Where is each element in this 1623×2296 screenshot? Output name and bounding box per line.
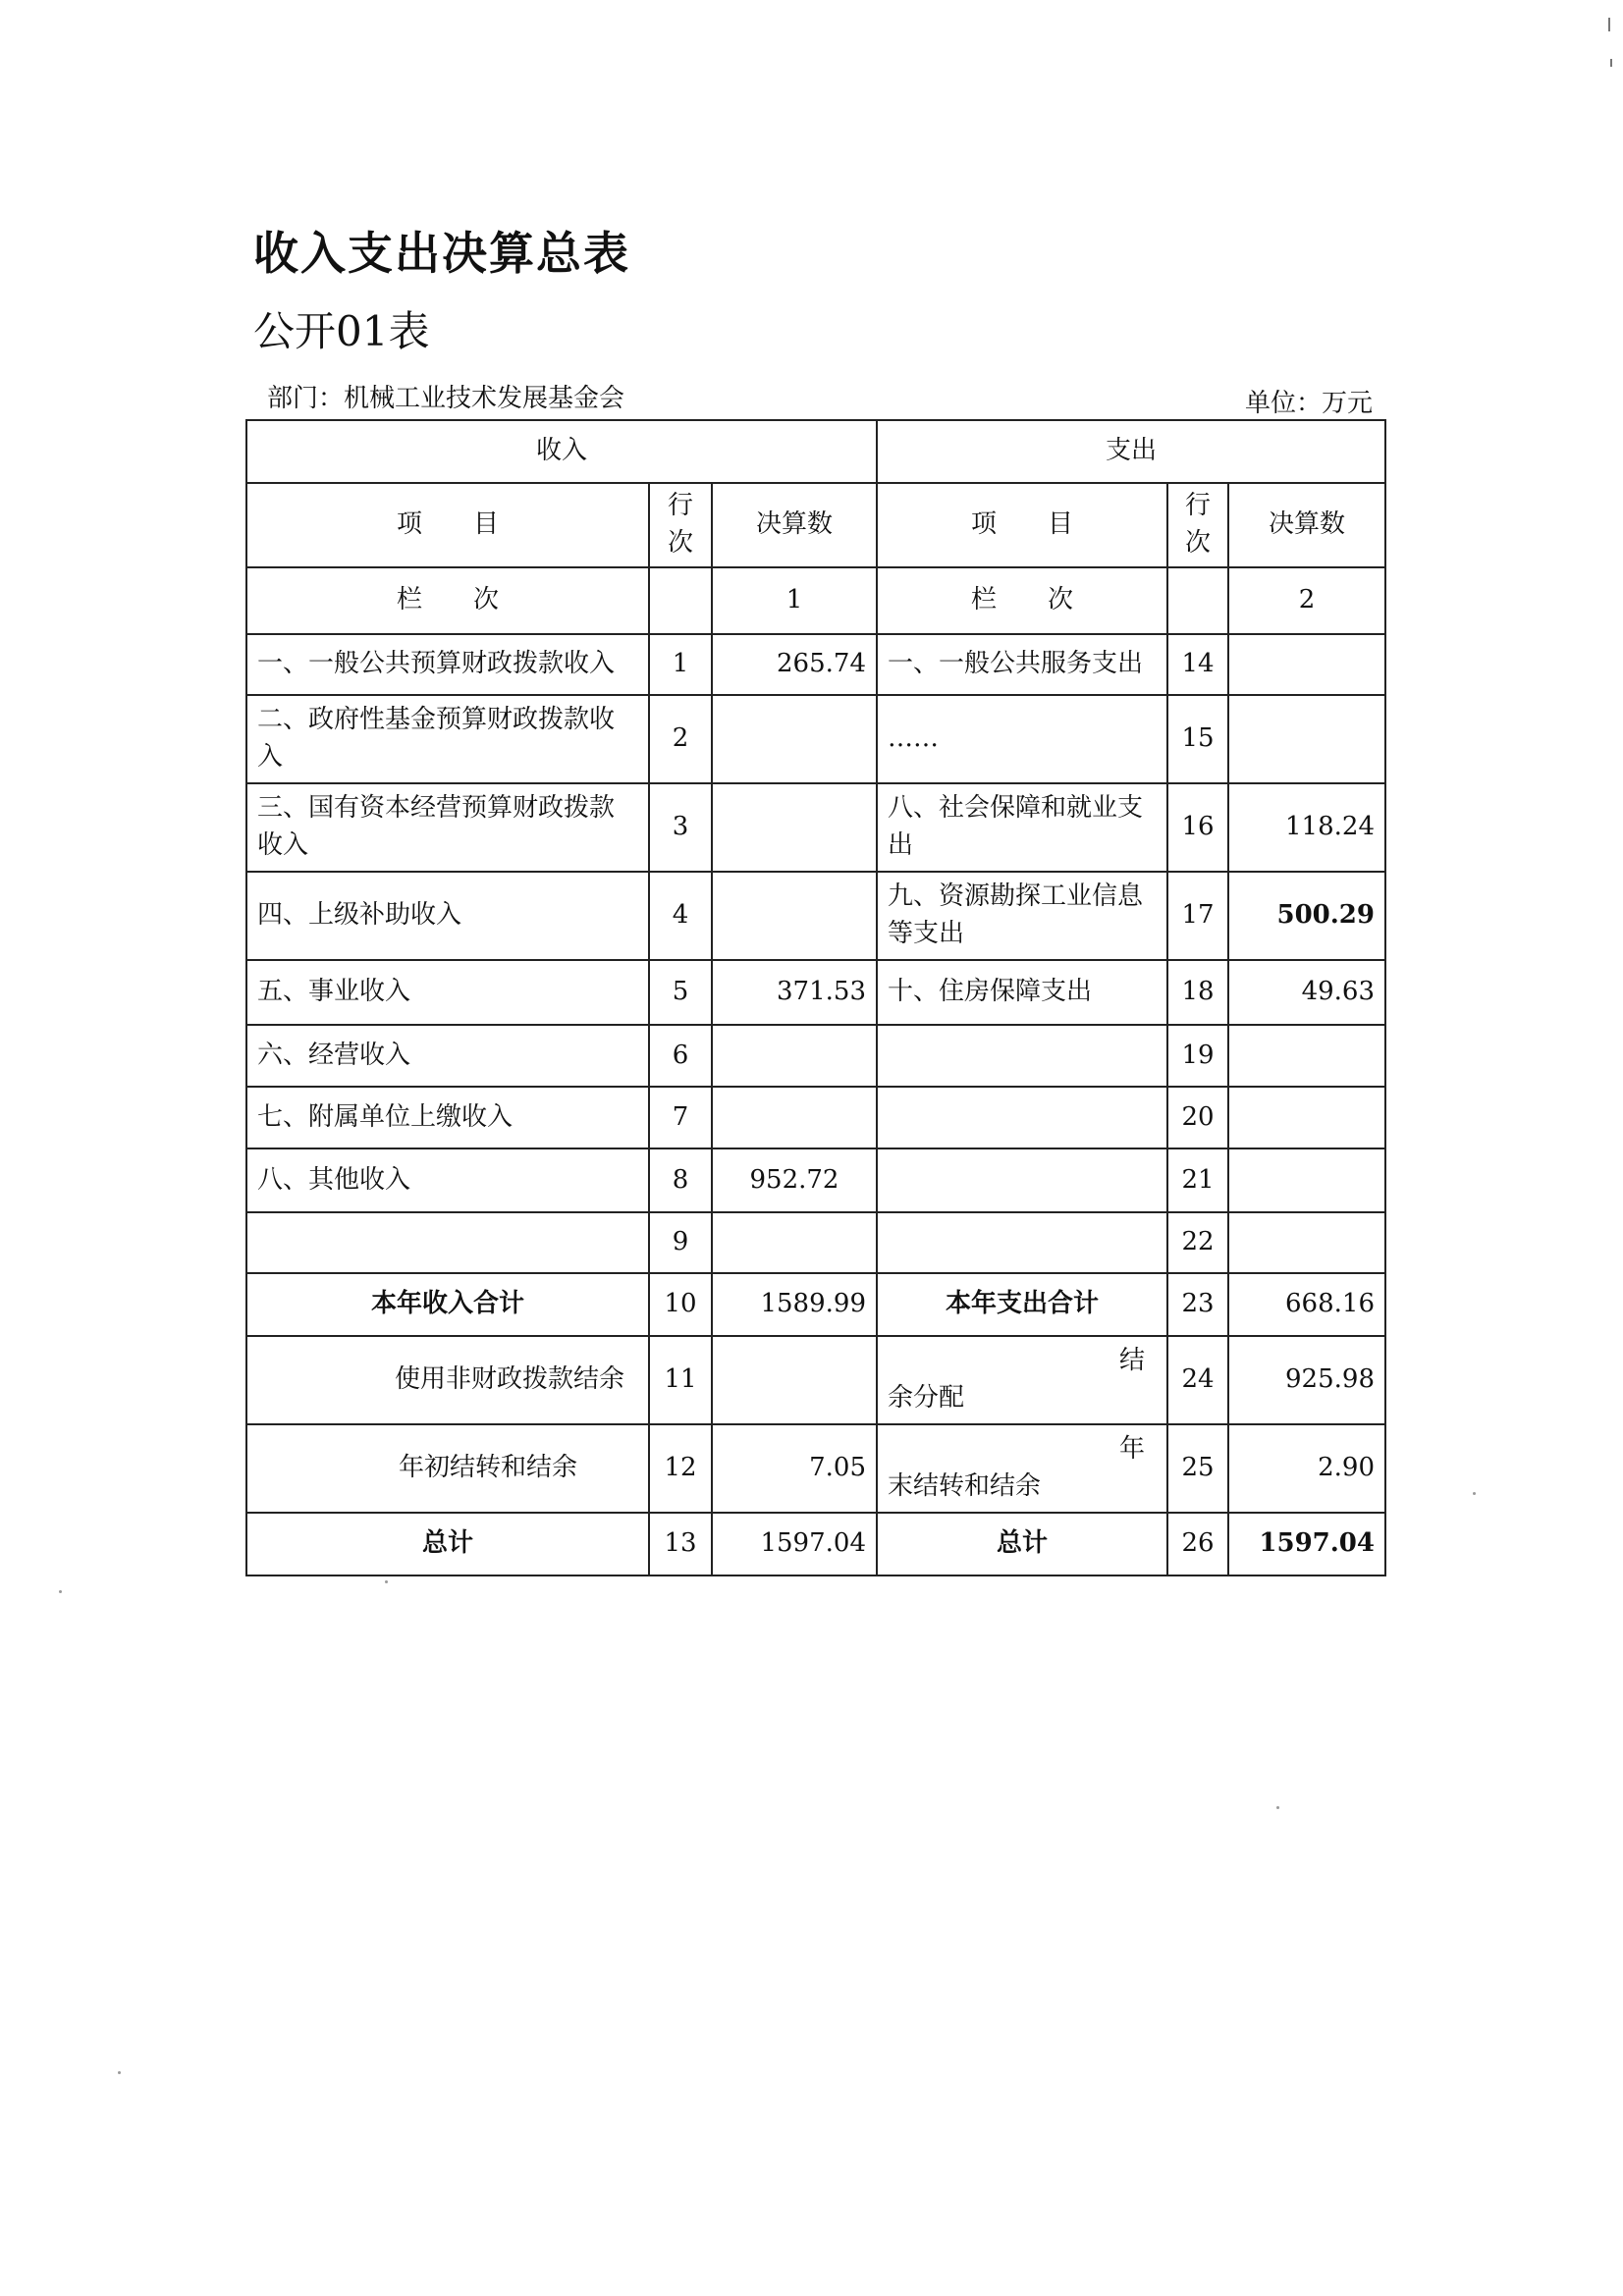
closing-balance-label-a: 年 (1118, 1434, 1145, 1465)
income-row-no: 6 (649, 1025, 712, 1087)
expense-item (877, 1025, 1167, 1087)
income-item: 七、附属单位上缴收入 (246, 1087, 649, 1148)
table-row (246, 960, 1385, 1025)
section-header-row (246, 420, 1385, 483)
table-row (246, 634, 1385, 695)
income-row-no: 9 (649, 1212, 712, 1273)
income-amount-header: 决算数 (712, 483, 877, 567)
income-year-total-label: 本年收入合计 (246, 1273, 649, 1336)
income-row-no: 8 (649, 1148, 712, 1212)
income-row-no: 12 (649, 1424, 712, 1513)
column-index-row (246, 567, 1385, 634)
income-amount (712, 1087, 877, 1148)
opening-balance-amount: 7.05 (712, 1424, 877, 1513)
expense-item: …… (877, 695, 1167, 783)
expense-year-total-amount: 668.16 (1228, 1273, 1385, 1336)
income-item: 五、事业收入 (246, 960, 649, 1025)
income-item: 二、政府性基金预算财政拨款收入 (246, 695, 649, 783)
expense-header: 支出 (877, 420, 1385, 483)
expense-amount: 118.24 (1228, 783, 1385, 872)
income-row-no: 11 (649, 1336, 712, 1424)
income-header: 收入 (246, 420, 877, 483)
income-item: 六、经营收入 (246, 1025, 649, 1087)
expense-item: 一、一般公共服务支出 (877, 634, 1167, 695)
income-row-no: 5 (649, 960, 712, 1025)
opening-balance-label: 年初结转和结余 (246, 1424, 649, 1513)
income-column-blank (649, 567, 712, 634)
expense-amount (1228, 1212, 1385, 1273)
income-item: 一、一般公共预算财政拨款收入 (246, 634, 649, 695)
expense-column-label: 栏 次 (877, 567, 1167, 634)
scan-speck (1473, 1492, 1476, 1495)
page-title: 收入支出决算总表 (253, 227, 630, 280)
income-amount (712, 1212, 877, 1273)
income-expense-table (245, 419, 1386, 1576)
income-amount (712, 872, 877, 960)
expense-item (877, 1148, 1167, 1212)
table-row (246, 872, 1385, 960)
income-row-no: 13 (649, 1513, 712, 1575)
expense-amount: 500.29 (1228, 872, 1385, 960)
income-item (246, 1212, 649, 1273)
income-year-total-amount: 1589.99 (712, 1273, 877, 1336)
scan-speck (385, 1580, 388, 1583)
income-column-number: 1 (712, 567, 877, 634)
expense-amount-header: 决算数 (1228, 483, 1385, 567)
income-amount (712, 783, 877, 872)
expense-item: 八、社会保障和就业支出 (877, 783, 1167, 872)
expense-row-no: 15 (1167, 695, 1228, 783)
table-row (246, 1212, 1385, 1273)
income-row-no: 1 (649, 634, 712, 695)
expense-item-header: 项 目 (877, 483, 1167, 567)
table-row (246, 1025, 1385, 1087)
table-row (246, 1148, 1385, 1212)
expense-amount (1228, 1025, 1385, 1087)
expense-amount (1228, 1148, 1385, 1212)
income-item: 四、上级补助收入 (246, 872, 649, 960)
expense-amount (1228, 695, 1385, 783)
scan-mark (1610, 59, 1612, 67)
table-row (246, 783, 1385, 872)
expense-row-no: 18 (1167, 960, 1228, 1025)
department-label: 部门：机械工业技术发展基金会 (267, 384, 625, 413)
table-row (246, 1087, 1385, 1148)
income-grand-total-label: 总计 (246, 1513, 649, 1575)
scan-speck (1276, 1806, 1279, 1809)
closing-balance-label-b: 末结转和结余 (888, 1471, 1042, 1501)
scan-speck (118, 2071, 121, 2074)
expense-row-no: 19 (1167, 1025, 1228, 1087)
non-fiscal-surplus-amount (712, 1336, 877, 1424)
surplus-distribution-amount: 925.98 (1228, 1336, 1385, 1424)
expense-column-blank (1167, 567, 1228, 634)
surplus-distribution-label-a: 结 (1118, 1346, 1145, 1376)
expense-amount (1228, 1087, 1385, 1148)
table-code: 公开01表 (253, 307, 430, 355)
income-amount (712, 1025, 877, 1087)
expense-row-no: 21 (1167, 1148, 1228, 1212)
income-amount: 265.74 (712, 634, 877, 695)
total-row (246, 1424, 1385, 1513)
income-amount: 371.53 (712, 960, 877, 1025)
expense-item: 十、住房保障支出 (877, 960, 1167, 1025)
income-grand-total-amount: 1597.04 (712, 1513, 877, 1575)
expense-item (877, 1212, 1167, 1273)
income-item: 八、其他收入 (246, 1148, 649, 1212)
income-column-label: 栏 次 (246, 567, 649, 634)
unit-label: 单位：万元 (1245, 389, 1374, 418)
expense-row-no: 26 (1167, 1513, 1228, 1575)
expense-grand-total-amount: 1597.04 (1228, 1513, 1385, 1575)
closing-balance-label (877, 1424, 1167, 1513)
expense-column-number: 2 (1228, 567, 1385, 634)
income-amount (712, 695, 877, 783)
closing-balance-amount: 2.90 (1228, 1424, 1385, 1513)
income-item: 三、国有资本经营预算财政拨款收入 (246, 783, 649, 872)
expense-row-no: 17 (1167, 872, 1228, 960)
total-row (246, 1336, 1385, 1424)
expense-row-no: 14 (1167, 634, 1228, 695)
surplus-distribution-label-b: 余分配 (888, 1383, 965, 1413)
total-row (246, 1273, 1385, 1336)
expense-grand-total-label: 总计 (877, 1513, 1167, 1575)
scan-mark (1608, 18, 1610, 31)
surplus-distribution-label (877, 1336, 1167, 1424)
expense-item (877, 1087, 1167, 1148)
expense-year-total-label: 本年支出合计 (877, 1273, 1167, 1336)
expense-amount (1228, 634, 1385, 695)
scan-speck (59, 1590, 62, 1593)
grand-total-row (246, 1513, 1385, 1575)
income-row-no: 3 (649, 783, 712, 872)
expense-row-no: 23 (1167, 1273, 1228, 1336)
non-fiscal-surplus-label: 使用非财政拨款结余 (246, 1336, 649, 1424)
income-rowno-header: 行次 (649, 483, 712, 567)
income-item-header: 项 目 (246, 483, 649, 567)
column-header-row (246, 483, 1385, 567)
expense-row-no: 20 (1167, 1087, 1228, 1148)
income-row-no: 7 (649, 1087, 712, 1148)
expense-row-no: 16 (1167, 783, 1228, 872)
income-amount: 952.72 (712, 1148, 877, 1212)
expense-amount: 49.63 (1228, 960, 1385, 1025)
expense-row-no: 25 (1167, 1424, 1228, 1513)
expense-rowno-header: 行次 (1167, 483, 1228, 567)
income-row-no: 10 (649, 1273, 712, 1336)
expense-item: 九、资源勘探工业信息等支出 (877, 872, 1167, 960)
expense-row-no: 22 (1167, 1212, 1228, 1273)
income-row-no: 2 (649, 695, 712, 783)
table-row (246, 695, 1385, 783)
expense-row-no: 24 (1167, 1336, 1228, 1424)
income-row-no: 4 (649, 872, 712, 960)
